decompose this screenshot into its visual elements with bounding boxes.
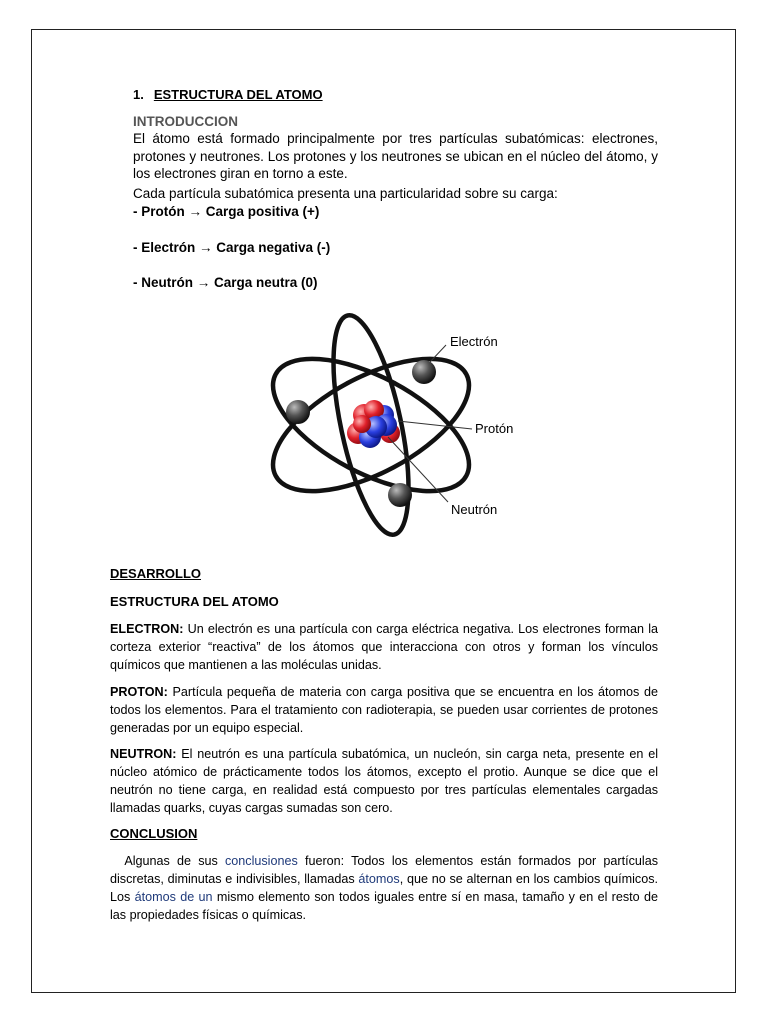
link-atomos[interactable]: átomos bbox=[358, 872, 400, 886]
electron-1 bbox=[412, 360, 436, 384]
electron-paragraph bbox=[110, 620, 658, 674]
intro-heading: INTRODUCCION bbox=[133, 114, 238, 129]
neutron-paragraph bbox=[110, 745, 658, 817]
intro-paragraph: El átomo está formado principalmente por tres partículas subatómicas: electrones, protones y neutrones. Los protones y los neutrones se ubican en el núcleo del átomo, y los electrones giran en torno a este. bbox=[133, 131, 658, 182]
atom-diagram bbox=[258, 305, 520, 540]
conclusion-paragraph bbox=[110, 852, 658, 924]
label-neutron: Neutrón bbox=[451, 502, 498, 517]
link-atomos-de-un[interactable]: átomos de un bbox=[134, 890, 213, 904]
section-title bbox=[133, 87, 323, 102]
conclusion-heading: CONCLUSION bbox=[110, 826, 198, 841]
development-subheading: ESTRUCTURA DEL ATOMO bbox=[110, 594, 279, 609]
list-item-proton: - Protón → Carga positiva (+) bbox=[133, 204, 320, 219]
neutron-term: NEUTRON: bbox=[110, 747, 177, 761]
conclusion-part-2: fueron: Todos los elementos están formados por partículas discretas, diminutas e indivisibles, llamadas bbox=[110, 854, 659, 886]
proton-term: PROTON: bbox=[110, 685, 168, 699]
conclusion-part-4: mismo elemento son todos iguales entre sí en masa, tamaño y en el resto de las propiedades físicas o químicas. bbox=[110, 890, 658, 922]
electron-3 bbox=[388, 483, 412, 507]
electron-2 bbox=[286, 400, 310, 424]
proton-text: Partícula pequeña de materia con carga positiva que se encuentra en los átomos de todos los elementos. Para el tratamiento con radioterapia, se pueden usar corrientes de protones generadas por un equipo especial. bbox=[110, 685, 658, 735]
section-number: 1. bbox=[133, 87, 144, 102]
conclusion-part-3: , que no se alternan en los cambios químicos. Los bbox=[110, 872, 658, 904]
development-heading: DESARROLLO bbox=[110, 566, 201, 581]
list-item-neutron: - Neutrón → Carga neutra (0) bbox=[133, 275, 318, 290]
link-conclusiones[interactable]: conclusiones bbox=[224, 854, 298, 868]
proton-paragraph bbox=[110, 683, 658, 737]
electron-text: Un electrón es una partícula con carga eléctrica negativa. Los electrones forman la corteza exterior “reactiva” de los átomos que interacciona con otros y forman los vínculos químicos que mantienen a las moléculas unidas. bbox=[110, 622, 658, 672]
label-electron: Electrón bbox=[450, 334, 498, 349]
neutron-text: El neutrón es una partícula subatómica, un nucleón, sin carga neta, presente en el núcleo atómico de prácticamente todos los átomos, excepto el protio. Aunque se dice que el neutrón no tiene carga, en realidad está compuesto por tres partículas elementales cargadas llamadas quarks, cuyas cargas sumadas son cero. bbox=[110, 747, 658, 815]
label-proton: Protón bbox=[475, 421, 514, 436]
list-item-electron: - Electrón → Carga negativa (-) bbox=[133, 240, 331, 255]
conclusion-part-1: Algunas de sus bbox=[124, 854, 225, 868]
intro-charge-line: Cada partícula subatómica presenta una particularidad sobre su carga: bbox=[133, 186, 558, 201]
section-title-text: ESTRUCTURA DEL ATOMO bbox=[153, 87, 323, 102]
electron-term: ELECTRON: bbox=[110, 622, 184, 636]
